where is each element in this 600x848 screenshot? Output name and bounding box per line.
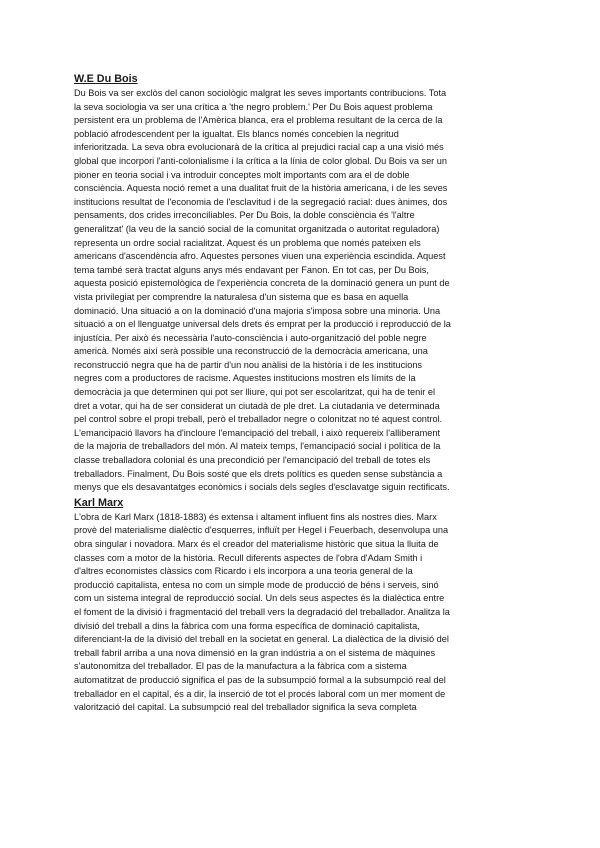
text-line: classes com a motor de la història. Recull diferents aspectes de l'obra d'Adam Smith i xyxy=(74,552,423,563)
text-line: reconstrucció negra que ha de partir d'un nou anàlisi de la història i de les institucions xyxy=(74,359,423,370)
section-heading-marx: Karl Marx xyxy=(74,496,124,509)
text-line: valorització del capital. La subsumpció real del treballador significa la seva completa xyxy=(74,702,417,713)
text-line: democràcia ja que determinen qui pot ser lliure, qui pot ser escolaritzat, qui ha de tenir el xyxy=(74,387,436,398)
text-line: dret a votar, qui ha de ser considerat un ciutadà de ple dret. La ciutadania ve determinada xyxy=(74,400,440,411)
text-line: treballador en el capital, és a dir, la inserció de tot el procés laboral com un mer moment de xyxy=(74,688,446,699)
text-line: consciència. Aquesta noció remet a una dualitat fruit de la història americana, i de les seves xyxy=(74,183,448,194)
paragraph-marx xyxy=(74,511,530,715)
text-line: treballadors. Finalment, Du Bois sosté que els drets polítics es queden sense substància a xyxy=(74,468,443,479)
text-line: global que incorpori l'anti-colonialisme i la crítica a la línia de color global. Du Bois va ser un xyxy=(74,155,448,166)
text-line: la seva sociologia va ser una crítica a 'the negro problem.' Per Du Bois aquest problema xyxy=(74,101,433,112)
text-line: obra singular i novadora. Marx és el creador del materialisme històric que situa la lluita de xyxy=(74,539,439,549)
text-line: vista privilegiat per comprendre la naturalesa d'un sistema que es basa en aquella xyxy=(74,291,409,302)
text-line: institucions resultat de l'economia de l'esclavitud i de la segregació racial: dues ànimes, dos xyxy=(74,196,448,207)
text-line: població afrodescendent per la igualtat. Els blancs només concebien la negritud xyxy=(74,128,399,139)
text-line: pensaments, dos crides irreconciliables. Per Du Bois, la doble consciència és 'l'altre xyxy=(74,210,415,221)
text-line: inferioritzada. La seva obra evolucionarà de la crítica al prejudici racial cap a una visió més xyxy=(74,142,444,153)
text-line: pel control sobre el propi treball, però el treballador negre o colonitzat no té aquest control. xyxy=(74,414,443,425)
text-line: de la majoria de treballadors del món. Al mateix temps, l'emancipació social i política de la xyxy=(74,441,441,452)
text-line: pioner en teoria social i va introduir conceptes molt importants com ara el de doble xyxy=(74,169,410,180)
text-line: d'altres economistes clàssics com Ricardo i els incorpora a una teoria general de la xyxy=(74,566,413,577)
text-line: injustícia. Per això és necessària l'auto-consciència i auto-organització del poble negre xyxy=(74,332,427,343)
text-line: representa un ordre social racialitzat. Aquest és un problema que només pateixen els xyxy=(74,237,421,248)
text-line: situació a on el llenguatge universal dels drets és emprat per la producció i reproducció de la xyxy=(74,319,451,330)
text-line: provè del materialisme dialèctic d'esquerres, influït per Hegel i Feuerbach, desenvolupa una xyxy=(74,525,449,536)
text-line: persistent era un problema de l'Amèrica blanca, era el problema resultant de la cerca de la xyxy=(74,115,443,126)
text-line: generalitzat' (la veu de la sanció social de la comunitat organitzada o autoritat reguladora) xyxy=(74,223,440,234)
paragraph-du-bois xyxy=(74,87,530,495)
text-line: divisió del treball a dins la fàbrica com una forma específica de dominació capitalista, xyxy=(74,620,420,631)
text-line: americans d'ascendència afro. Aquestes persones viuen una experiència escindida. Aquest xyxy=(74,251,446,262)
text-line: treball fabril arriba a una nova dimensió en la gran indústria a on el sistema de màquines xyxy=(74,647,436,658)
text-line: automatitzat de producció significa el pas de la subsumpció formal a la subsumpció real del xyxy=(74,674,446,685)
text-line: producció capitalista, entesa no com un simple mode de producció de béns i serveis, sinó xyxy=(74,579,439,590)
text-line: americà. Només així serà possible una reconstrucció de la democràcia americana, una xyxy=(74,346,428,357)
text-line: negres com a productores de racisme. Aquestes institucions mostren els límits de la xyxy=(74,373,416,384)
text-line: dominació. Una situació a on la dominació d'una majoria s'imposa sobre una minoria. Una xyxy=(74,305,441,316)
document-page xyxy=(74,72,530,715)
text-line: s'autonomitza del treballador. El pas de la manufactura a la fàbrica com a sistema xyxy=(74,661,407,672)
text-line: classe treballadora colonial és una precondició per l'emancipació del treball de totes els xyxy=(74,455,431,466)
text-line: aquesta posició epistemològica de l'experiència concreta de la dominació genera un punt de xyxy=(74,278,450,289)
text-line: menys que els desavantatges econòmics i socials dels segles d'esclavatge siguin rectificats. xyxy=(74,482,450,493)
text-line: diferenciant-la de la divisió del treball en la societat en general. La dialèctica de la divisió del xyxy=(74,634,449,645)
section-heading-du-bois: W.E Du Bois xyxy=(74,73,138,85)
text-line: L'obra de Karl Marx (1818-1883) és extensa i altament influent fins als nostres dies. Marx xyxy=(74,511,437,522)
text-line: L'emancipació llavors ha d'incloure l'emancipació del treball, i això requereix l'alliberament xyxy=(74,427,441,438)
text-line: tema també serà tractat alguns anys més endavant per Fanon. En tot cas, per Du Bois, xyxy=(74,264,429,275)
text-line: el foment de la divisió i fragmentació del treball vers la degradació del treballador. Analitza la xyxy=(74,606,450,617)
text-line: Du Bois va ser exclòs del canon sociològic malgrat les seves importants contribucions. Tota xyxy=(74,88,447,98)
text-line: com un sistema integral de reproducció social. Un dels seus aspectes és la dialèctica entre xyxy=(74,593,445,604)
